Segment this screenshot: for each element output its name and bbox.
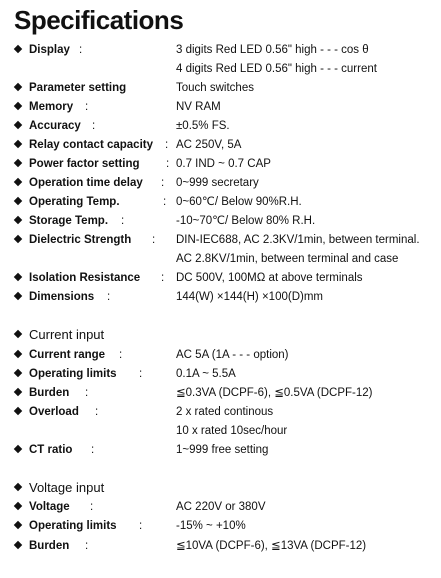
spec-label: Isolation Resistance <box>29 272 141 284</box>
spec-label: Parameter setting <box>29 82 127 94</box>
diamond-bullet-icon <box>14 83 22 91</box>
spec-label: Operation time delay <box>29 177 143 189</box>
spec-row-current-range <box>0 345 441 365</box>
spec-row-relay-contact-capacity <box>0 135 441 155</box>
spec-colon: : <box>85 101 89 113</box>
spec-value: 10 x rated 10sec/hour <box>176 425 288 437</box>
diamond-bullet-icon <box>14 45 22 53</box>
spec-label: Storage Temp. <box>29 215 109 227</box>
spec-value: 0.7 IND ~ 0.7 CAP <box>176 158 271 170</box>
diamond-bullet-icon <box>14 407 22 415</box>
spec-row-operation-time-delay <box>0 173 441 193</box>
spec-label: Dimensions <box>29 291 95 303</box>
spec-row-current-burden <box>0 383 441 403</box>
spec-label: Display <box>29 44 70 56</box>
spec-value: 144(W) ×144(H) ×100(D)mm <box>176 291 323 303</box>
diamond-bullet-icon <box>14 502 22 510</box>
diamond-bullet-icon <box>14 140 22 148</box>
diamond-bullet-icon <box>14 541 22 549</box>
spec-value: 3 digits Red LED 0.56" high - - - cos θ <box>176 44 369 56</box>
spec-value: 2 x rated continous <box>176 406 274 418</box>
spec-colon: : <box>90 501 94 513</box>
diamond-bullet-icon <box>14 102 22 110</box>
spec-colon: : <box>139 368 143 380</box>
diamond-bullet-icon <box>14 159 22 167</box>
spec-label: Power factor setting <box>29 158 140 170</box>
spec-row-parameter-setting <box>0 78 441 98</box>
spec-value: Touch switches <box>176 82 254 94</box>
diamond-bullet-icon <box>14 121 22 129</box>
diamond-bullet-icon <box>14 216 22 224</box>
diamond-bullet-icon <box>14 292 22 300</box>
spec-value: AC 2.8KV/1min, between terminal and case <box>176 253 399 265</box>
spec-row-dielectric-strength <box>0 230 441 250</box>
spec-colon: : <box>165 139 169 151</box>
spec-row-isolation-resistance <box>0 268 441 288</box>
spec-colon: : <box>163 196 167 208</box>
spec-label: CT ratio <box>29 444 73 456</box>
spec-label: Memory <box>29 101 74 113</box>
spec-value: 0.1A ~ 5.5A <box>176 368 236 380</box>
spec-value: DIN-IEC688, AC 2.3KV/1min, between terminal. <box>176 234 420 246</box>
diamond-bullet-icon <box>14 483 22 491</box>
diamond-bullet-icon <box>14 350 22 358</box>
spec-colon: : <box>161 272 165 284</box>
diamond-bullet-icon <box>14 273 22 281</box>
spec-colon: : <box>139 520 143 532</box>
spec-label: Dielectric Strength <box>29 234 132 246</box>
spec-value: 0~999 secretary <box>176 177 259 189</box>
spec-row-dielectric-strength-continued <box>0 249 441 269</box>
spec-value: NV RAM <box>176 101 221 113</box>
spec-row-dimensions <box>0 287 441 307</box>
spec-colon: : <box>161 177 165 189</box>
section-heading: Voltage input <box>29 480 105 495</box>
spec-row-voltage-burden <box>0 536 441 556</box>
spec-colon: : <box>91 444 95 456</box>
spec-label: Burden <box>29 540 70 552</box>
spec-label: Operating limits <box>29 368 117 380</box>
diamond-bullet-icon <box>14 369 22 377</box>
spec-colon: : <box>152 234 156 246</box>
spec-value: -10~70℃/ Below 80% R.H. <box>176 215 316 227</box>
spec-row-display <box>0 40 441 60</box>
spec-value: 1~999 free setting <box>176 444 269 456</box>
spec-colon: : <box>79 44 83 56</box>
diamond-bullet-icon <box>14 197 22 205</box>
spec-row-accuracy <box>0 116 441 136</box>
spec-value: AC 250V, 5A <box>176 139 242 151</box>
spec-value: ≦0.3VA (DCPF-6), ≦0.5VA (DCPF-12) <box>176 387 373 399</box>
spec-label: Operating Temp. <box>29 196 120 208</box>
diamond-bullet-icon <box>14 235 22 243</box>
diamond-bullet-icon <box>14 445 22 453</box>
spec-label: Overload <box>29 406 79 418</box>
spec-row-current-operating-limits <box>0 364 441 384</box>
diamond-bullet-icon <box>14 521 22 529</box>
spec-row-voltage <box>0 497 441 517</box>
spec-row-overload <box>0 402 441 422</box>
diamond-bullet-icon <box>14 178 22 186</box>
section-heading-current-input <box>0 325 441 345</box>
section-heading-voltage-input <box>0 478 441 498</box>
spec-label: Current range <box>29 349 106 361</box>
spec-value: ±0.5% FS. <box>176 120 230 132</box>
spec-colon: : <box>166 158 170 170</box>
spec-row-ct-ratio <box>0 440 441 460</box>
spec-row-memory <box>0 97 441 117</box>
spec-colon: : <box>119 349 123 361</box>
spec-value: DC 500V, 100MΩ at above terminals <box>176 272 363 284</box>
spec-colon: : <box>121 215 125 227</box>
spec-row-storage-temp <box>0 211 441 231</box>
spec-colon: : <box>85 387 89 399</box>
spec-value: 4 digits Red LED 0.56" high - - - current <box>176 63 377 75</box>
spec-value: -15% ~ +10% <box>176 520 246 532</box>
section-heading: Current input <box>29 327 105 342</box>
spec-colon: : <box>85 540 89 552</box>
spec-row-power-factor-setting <box>0 154 441 174</box>
spec-colon: : <box>107 291 111 303</box>
page-title: Specifications <box>14 5 184 35</box>
spec-row-voltage-operating-limits <box>0 516 441 536</box>
spec-value: AC 5A (1A - - - option) <box>176 349 289 361</box>
spec-label: Operating limits <box>29 520 117 532</box>
diamond-bullet-icon <box>14 330 22 338</box>
spec-label: Burden <box>29 387 70 399</box>
spec-label: Relay contact capacity <box>29 139 154 151</box>
spec-value: 0~60℃/ Below 90%R.H. <box>176 196 302 208</box>
diamond-bullet-icon <box>14 388 22 396</box>
spec-value: AC 220V or 380V <box>176 501 266 513</box>
spec-label: Accuracy <box>29 120 81 132</box>
spec-value: ≦10VA (DCPF-6), ≦13VA (DCPF-12) <box>176 540 367 552</box>
spec-colon: : <box>92 120 96 132</box>
spec-colon: : <box>95 406 99 418</box>
spec-row-operating-temp <box>0 192 441 212</box>
spec-label: Voltage <box>29 501 70 513</box>
spec-row-overload-continued <box>0 421 441 441</box>
spec-row-display-continued <box>0 59 441 79</box>
